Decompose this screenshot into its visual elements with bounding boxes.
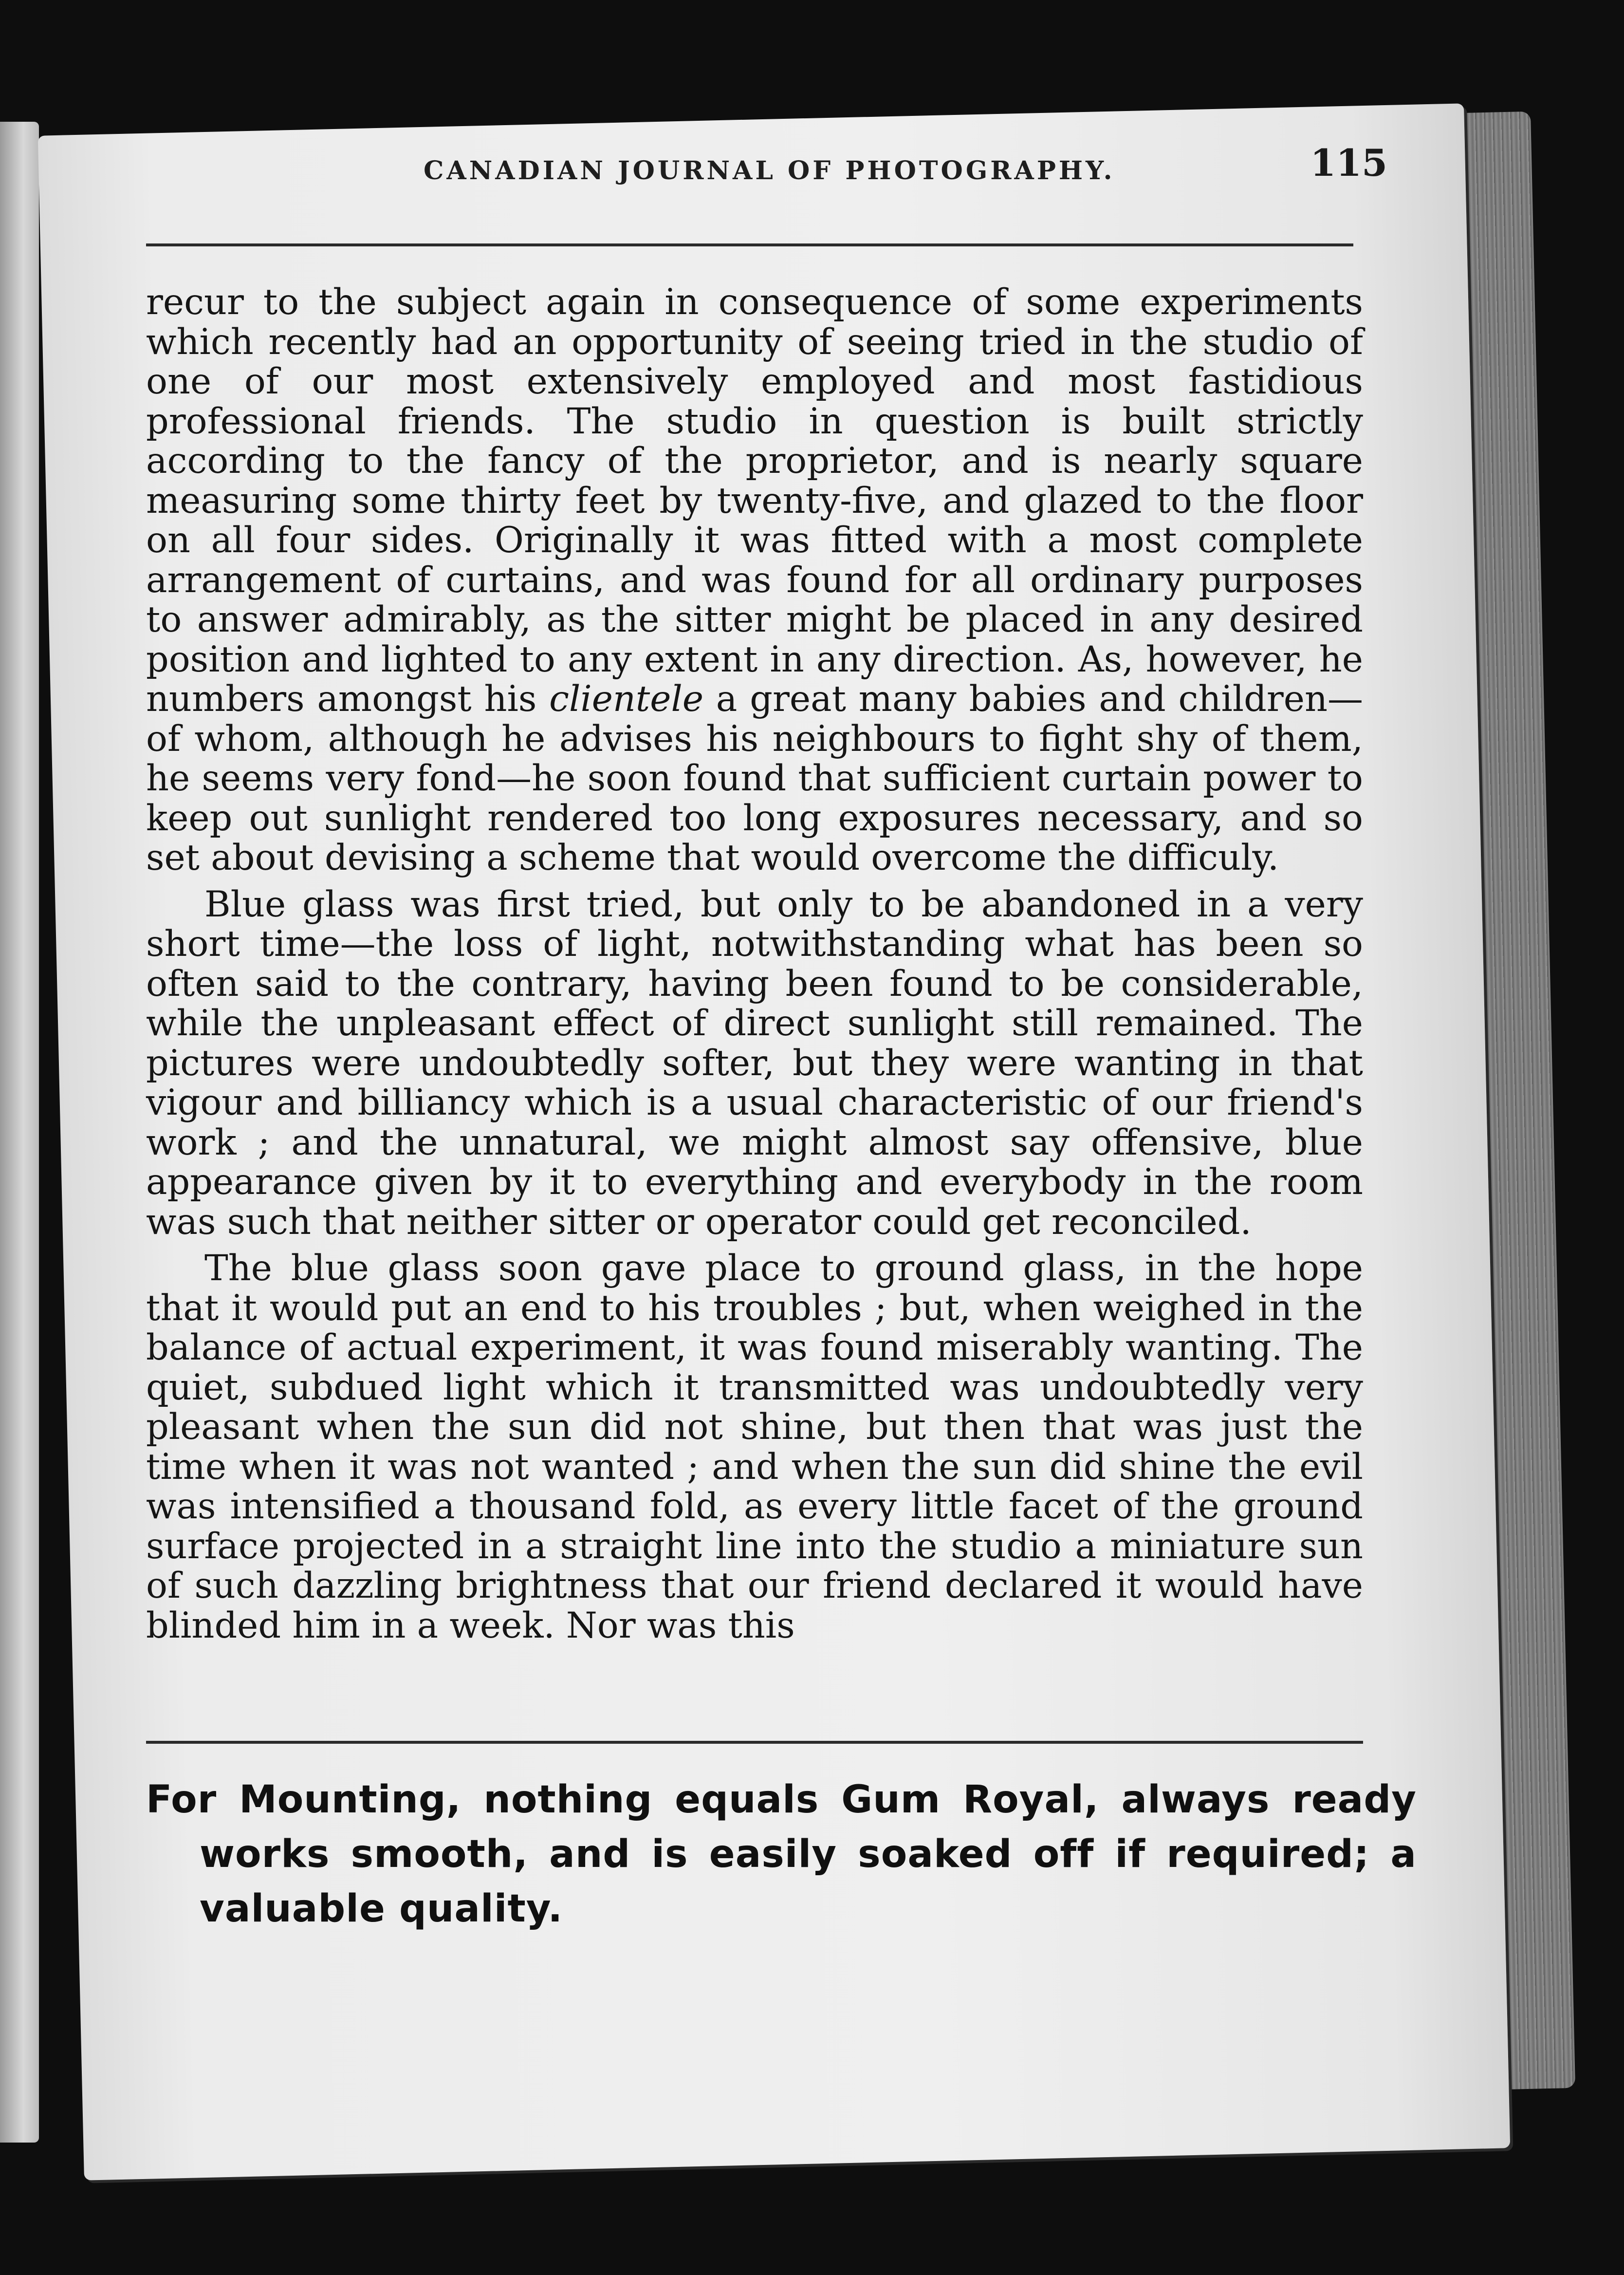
paragraph-2: Blue glass was first tried, but only to be abandoned in a very short time—the loss of light, notwithstanding what has been so often said to the contrary, having been found to be considerable, while the unpleasant effect of direct sunlight still remained. The pictures were undoubtedly softer, but they were wanting in that vigour and billiancy which is a usual characteristic of our friend's work ; and the unnatural, we might almost say offensive, blue appearance given by it to everything and everybody in the room was such that neither sitter or operator could get reconciled. bbox=[146, 883, 1363, 1243]
advertisement bbox=[146, 1772, 1417, 1936]
advertisement-text: For Mounting, nothing equals Gum Royal, always ready works smooth, and is easily soaked off if required; a valuable quality. bbox=[146, 1778, 1417, 1931]
footer-rule bbox=[146, 1741, 1363, 1744]
running-head: CANADIAN JOURNAL OF PHOTOGRAPHY. bbox=[424, 156, 1115, 186]
italic-word: clientele bbox=[549, 678, 704, 720]
paragraph-1-text: recur to the subject again in consequence of some experiments which recently had an opportunity of seeing tried in the studio of one of our most extensively employed and most fastidious professional friends. The studio in question is built strictly according to the fancy of the proprietor, and is nearly square measuring some thirty feet by twenty-five, and glazed to the floor on all four sides. Originally it was fitted with a most complete arrangement of curtains, and was found for all ordinary purposes to answer admirably, as the sitter might be placed in any desired position and lighted to any extent in any direction. As, however, he numbers amongst his bbox=[146, 281, 1363, 720]
article-body bbox=[146, 282, 1363, 1645]
paragraph-1 bbox=[146, 282, 1363, 878]
paragraph-1-end: a great many babies and children—of whom, although he advises his neighbours to fight shy of them, he seems very fond—he soon found that sufficient curtain power to keep out sunlight rendered too long exposures necessary, and so set about devising a scheme that would overcome the difficuly. bbox=[146, 678, 1363, 878]
page-number: 115 bbox=[1310, 141, 1387, 185]
facing-page-edge bbox=[0, 122, 39, 2143]
header-rule bbox=[146, 243, 1353, 246]
page-header bbox=[141, 141, 1387, 200]
paragraph-3: The blue glass soon gave place to ground glass, in the hope that it would put an end to his troubles ; but, when weighed in the balance of actual experiment, it was found miserably wanting. The quiet, subdued light which it transmitted was undoubtedly very pleasant when the sun did not shine, but then that was just the time when it was not wanted ; and when the sun did shine the evil was intensified a thousand fold, as every little facet of the ground surface projected in a straight line into the studio a miniature sun of such dazzling brightness that our friend declared it would have blinded him in a week. Nor was this bbox=[146, 1248, 1363, 1646]
